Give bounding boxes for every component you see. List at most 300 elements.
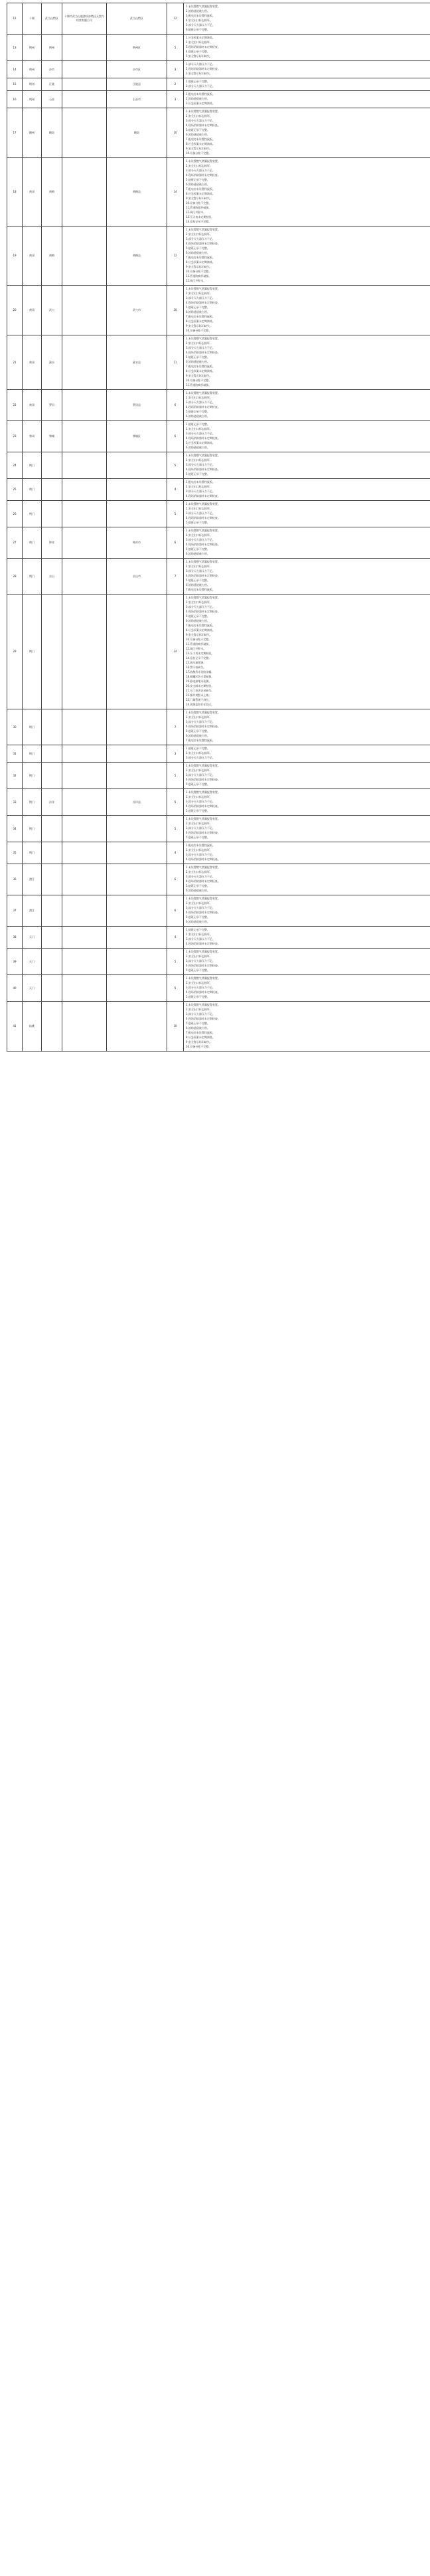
issue-item: 8.应急预案未定期演练。 bbox=[186, 369, 430, 373]
enterprise-address bbox=[107, 949, 167, 975]
city-name: 黄冈 bbox=[23, 390, 42, 421]
row-number: 38 bbox=[7, 927, 23, 949]
issue-item: 11.管道防腐层破损。 bbox=[186, 274, 430, 278]
issue-count: 4 bbox=[167, 842, 184, 864]
issue-item: 6.消防通道被占用。 bbox=[186, 619, 430, 623]
issue-item: 2.安全出口标志损坏。 bbox=[186, 769, 430, 773]
issue-count: 14 bbox=[167, 158, 184, 227]
issue-item: 3.部分灭火器压力不足。 bbox=[186, 538, 430, 542]
issue-item: 7.配电房未设置挡鼠板。 bbox=[186, 187, 430, 191]
issues-cell bbox=[184, 949, 430, 975]
issue-item: 1.值班记录不完整。 bbox=[186, 422, 430, 426]
issue-item: 5.值班记录不完整。 bbox=[186, 410, 430, 414]
row-number: 35 bbox=[7, 842, 23, 864]
table-row bbox=[7, 108, 430, 158]
issue-item: 3.配电房未设置挡鼠板。 bbox=[186, 14, 430, 18]
issues-cell bbox=[184, 35, 430, 61]
issue-item: 1.未设置燃气泄漏报警装置。 bbox=[186, 817, 430, 821]
issue-item: 2.安全出口标志损坏。 bbox=[186, 341, 430, 345]
issue-item: 6.消防通道被占用。 bbox=[186, 446, 430, 450]
table-row bbox=[7, 335, 430, 390]
issue-item: 3.部分灭火器压力不足。 bbox=[186, 756, 430, 760]
table-row bbox=[7, 286, 430, 335]
issue-item: 3.部分灭火器压力不足。 bbox=[186, 432, 430, 436]
row-number: 17 bbox=[7, 108, 23, 158]
city-name: 黄冈 bbox=[23, 335, 42, 390]
issues-cell bbox=[184, 91, 430, 108]
enterprise-name bbox=[62, 35, 107, 61]
issue-item: 6.消防通道被占用。 bbox=[186, 310, 430, 314]
issue-item: 3.部分灭火器压力不足。 bbox=[186, 853, 430, 857]
row-number: 24 bbox=[7, 452, 23, 479]
issue-item: 5.值班记录不完整。 bbox=[186, 306, 430, 310]
issue-item: 5.值班记录不完整。 bbox=[186, 729, 430, 733]
issue-item: 5.值班记录不完整。 bbox=[186, 1022, 430, 1026]
city-name: 荆门 bbox=[23, 452, 42, 479]
issue-item: 17.放散管未设防雨帽。 bbox=[186, 670, 430, 674]
issue-item: 8.应急预案未定期演练。 bbox=[186, 192, 430, 196]
issue-item: 2.消防通道被占用。 bbox=[186, 9, 430, 13]
district-name: 钟祥 bbox=[42, 527, 62, 559]
city-name: 仙桃 bbox=[23, 1002, 42, 1052]
city-name: 荆门 bbox=[23, 559, 42, 595]
district-name bbox=[42, 1002, 62, 1052]
city-name: 天门 bbox=[23, 927, 42, 949]
issue-item: 6.消防通道被占用。 bbox=[186, 1026, 430, 1030]
row-number: 23 bbox=[7, 421, 23, 452]
issue-item: 7.配电房未设置挡鼠板。 bbox=[186, 1031, 430, 1035]
issue-item: 1.未设置燃气泄漏报警装置。 bbox=[186, 950, 430, 954]
issues-cell bbox=[184, 108, 430, 158]
issue-item: 10.设备台账不完整。 bbox=[186, 270, 430, 274]
issues-cell bbox=[184, 452, 430, 479]
issue-item: 3.部分灭火器压力不足。 bbox=[186, 511, 430, 515]
issue-item: 4.现场消防器材未定期检查。 bbox=[186, 610, 430, 614]
issue-item: 1.值班记录不完整。 bbox=[186, 928, 430, 932]
issue-item: 4.现场消防器材未定期检查。 bbox=[186, 574, 430, 578]
issues-cell bbox=[184, 595, 430, 709]
issue-item: 10.设备台账不完整。 bbox=[186, 329, 430, 333]
issue-item: 4.现场消防器材未定期检查。 bbox=[186, 990, 430, 994]
issue-item: 1.未设置燃气泄漏报警装置。 bbox=[186, 110, 430, 114]
issues-cell bbox=[184, 816, 430, 842]
table-row bbox=[7, 595, 430, 709]
issue-count: 10 bbox=[167, 108, 184, 158]
issues-cell bbox=[184, 895, 430, 927]
issues-cell bbox=[184, 842, 430, 864]
enterprise-address: 浠水县 bbox=[107, 335, 167, 390]
issue-item: 2.安全出口标志损坏。 bbox=[186, 533, 430, 537]
issue-item: 10.设备台账不完整。 bbox=[186, 379, 430, 383]
row-number: 32 bbox=[7, 763, 23, 789]
issue-item: 2.安全出口标志损坏。 bbox=[186, 292, 430, 296]
issue-item: 3.部分灭火器压力不足。 bbox=[186, 463, 430, 467]
issue-count: 12 bbox=[167, 3, 184, 35]
issue-item: 3.部分灭火器压力不足。 bbox=[186, 875, 430, 879]
issues-cell bbox=[184, 158, 430, 227]
issue-item: 1.未设置燃气泄漏报警装置。 bbox=[186, 159, 430, 163]
district-name: 随县 bbox=[42, 108, 62, 158]
issue-item: 4.现场消防器材未定期检查。 bbox=[186, 725, 430, 729]
table-row bbox=[7, 452, 430, 479]
issue-item: 13.压力表未定期校验。 bbox=[186, 215, 430, 219]
enterprise-name bbox=[62, 452, 107, 479]
issue-item: 3.部分灭火器压力不足。 bbox=[186, 169, 430, 173]
enterprise-name bbox=[62, 927, 107, 949]
issue-count: 12 bbox=[167, 227, 184, 286]
issue-item: 2.安全出口标志损坏。 bbox=[186, 565, 430, 569]
issue-item: 1.未设置燃气泄漏报警装置。 bbox=[186, 560, 430, 564]
city-name: 黄冈 bbox=[23, 286, 42, 335]
city-name: 荆门 bbox=[23, 527, 42, 559]
issue-count: 5 bbox=[167, 763, 184, 789]
row-number: 29 bbox=[7, 595, 23, 709]
table-row bbox=[7, 501, 430, 527]
enterprise-address bbox=[107, 709, 167, 745]
issues-cell bbox=[184, 559, 430, 595]
city-name: 荆州 bbox=[23, 35, 42, 61]
district-name: 武当山特区 bbox=[42, 3, 62, 35]
issue-item: 14.巡检记录不完整。 bbox=[186, 656, 430, 660]
issue-item: 6.消防通道被占用。 bbox=[186, 133, 430, 137]
issues-cell bbox=[184, 227, 430, 286]
row-number: 36 bbox=[7, 864, 23, 895]
issue-count: 5 bbox=[167, 789, 184, 816]
issues-cell bbox=[184, 3, 430, 35]
table-row bbox=[7, 158, 430, 227]
issue-item: 7.配电房未设置挡鼠板。 bbox=[186, 138, 430, 141]
enterprise-name bbox=[62, 527, 107, 559]
issues-cell bbox=[184, 421, 430, 452]
issue-item: 6.消防通道被占用。 bbox=[186, 183, 430, 187]
issue-item: 1.值班记录不完整。 bbox=[186, 80, 430, 84]
row-number: 22 bbox=[7, 390, 23, 421]
table-row bbox=[7, 789, 430, 816]
issue-item: 3.部分灭火器压力不足。 bbox=[186, 773, 430, 777]
row-number: 37 bbox=[7, 895, 23, 927]
district-name bbox=[42, 501, 62, 527]
city-name: 黄冈 bbox=[23, 158, 42, 227]
district-name bbox=[42, 927, 62, 949]
issue-item: 5.应急预案未定期演练。 bbox=[186, 441, 430, 445]
enterprise-name bbox=[62, 501, 107, 527]
issue-item: 14.巡检记录不完整。 bbox=[186, 220, 430, 224]
city-name: 荆门 bbox=[23, 842, 42, 864]
issue-item: 1.未设置燃气泄漏报警装置。 bbox=[186, 897, 430, 901]
district-name bbox=[42, 709, 62, 745]
issue-count: 24 bbox=[167, 595, 184, 709]
issue-count: 5 bbox=[167, 816, 184, 842]
district-name bbox=[42, 595, 62, 709]
table-row bbox=[7, 895, 430, 927]
issue-item: 2.安全出口标志损坏。 bbox=[186, 870, 430, 874]
issue-count: 2 bbox=[167, 78, 184, 91]
enterprise-name bbox=[62, 895, 107, 927]
issue-item: 1.未设置燃气泄漏报警装置。 bbox=[186, 228, 430, 232]
enterprise-name bbox=[62, 91, 107, 108]
enterprise-address: 沙洋县 bbox=[107, 789, 167, 816]
enterprise-address: 武当山特区 bbox=[107, 3, 167, 35]
table-row bbox=[7, 949, 430, 975]
issue-item: 5.安全警示标识缺失。 bbox=[186, 54, 430, 58]
enterprise-name bbox=[62, 816, 107, 842]
table-row bbox=[7, 709, 430, 745]
issue-item: 5.值班记录不完整。 bbox=[186, 809, 430, 813]
district-name bbox=[42, 479, 62, 501]
issue-count: 7 bbox=[167, 709, 184, 745]
issue-item: 3.部分灭火器压力不足。 bbox=[186, 906, 430, 910]
enterprise-address: 钟祥市 bbox=[107, 527, 167, 559]
city-name: 荆门 bbox=[23, 709, 42, 745]
city-name: 黄冈 bbox=[23, 227, 42, 286]
enterprise-address bbox=[107, 975, 167, 1002]
issue-item: 6.消防通道被占用。 bbox=[186, 889, 430, 893]
enterprise-address bbox=[107, 595, 167, 709]
table-row bbox=[7, 1002, 430, 1052]
table-row bbox=[7, 78, 430, 91]
issues-cell bbox=[184, 975, 430, 1002]
issue-item: 8.应急预案未定期演练。 bbox=[186, 1036, 430, 1040]
enterprise-name bbox=[62, 479, 107, 501]
enterprise-name bbox=[62, 227, 107, 286]
issue-item: 5.值班记录不完整。 bbox=[186, 128, 430, 132]
city-name: 随州 bbox=[23, 108, 42, 158]
row-number: 27 bbox=[7, 527, 23, 559]
enterprise-name bbox=[62, 390, 107, 421]
issue-item: 4.值班记录不完整。 bbox=[186, 50, 430, 54]
table-row bbox=[7, 527, 430, 559]
issue-item: 21.员工培训记录缺失。 bbox=[186, 689, 430, 693]
issue-item: 5.值班记录不完整。 bbox=[186, 472, 430, 476]
district-name: 江陵 bbox=[42, 78, 62, 91]
enterprise-name bbox=[62, 158, 107, 227]
issue-item: 2.安全出口标志损坏。 bbox=[186, 507, 430, 511]
issue-item: 5.值班记录不完整。 bbox=[186, 782, 430, 786]
issue-item: 1.部分灭火器压力不足。 bbox=[186, 62, 430, 66]
issue-item: 1.值班记录不完整。 bbox=[186, 747, 430, 751]
issues-cell bbox=[184, 527, 430, 559]
enterprise-address bbox=[107, 501, 167, 527]
issue-item: 1.未设置燃气泄漏报警装置。 bbox=[186, 1003, 430, 1007]
issue-item: 4.现场消防器材未定期检查。 bbox=[186, 301, 430, 305]
issue-item: 11.管道防腐层破损。 bbox=[186, 206, 430, 210]
inspection-table bbox=[7, 3, 430, 1052]
issue-item: 6.消防通道被占用。 bbox=[186, 552, 430, 556]
issue-item: 1.未设置燃气泄漏报警装置。 bbox=[186, 287, 430, 291]
issue-count: 10 bbox=[167, 1002, 184, 1052]
table-row bbox=[7, 745, 430, 763]
issue-item: 3.部分灭火器压力不足。 bbox=[186, 605, 430, 609]
issue-item: 5.值班记录不完整。 bbox=[186, 178, 430, 182]
issue-item: 5.值班记录不完整。 bbox=[186, 884, 430, 888]
district-name bbox=[42, 452, 62, 479]
enterprise-name: 十堰市武当山旅游经济特区天然气经营有限公司 bbox=[62, 3, 107, 35]
issue-item: 7.配电房未设置挡鼠板。 bbox=[186, 256, 430, 260]
issue-item: 3.部分灭火器压力不足。 bbox=[186, 490, 430, 494]
issue-item: 11.管道防腐层破损。 bbox=[186, 642, 430, 646]
issue-count: 6 bbox=[167, 864, 184, 895]
city-name: 荆门 bbox=[23, 763, 42, 789]
district-name: 浠水 bbox=[42, 335, 62, 390]
issue-item: 3.部分灭火器压力不足。 bbox=[186, 237, 430, 241]
city-name: 荆州 bbox=[23, 61, 42, 78]
issue-item: 9.安全警示标识缺失。 bbox=[186, 324, 430, 328]
issue-item: 6.消防通道被占用。 bbox=[186, 251, 430, 255]
issues-cell bbox=[184, 789, 430, 816]
issue-item: 4.现场消防器材未定期检查。 bbox=[186, 242, 430, 246]
city-name: 荆门 bbox=[23, 479, 42, 501]
issue-item: 3.部分灭火器压力不足。 bbox=[186, 296, 430, 300]
row-number: 25 bbox=[7, 479, 23, 501]
issue-item: 1.未设置燃气泄漏报警装置。 bbox=[186, 502, 430, 506]
issue-count: 3 bbox=[167, 91, 184, 108]
enterprise-address bbox=[107, 927, 167, 949]
issue-count: 7 bbox=[167, 559, 184, 595]
issue-item: 1.未设置燃气泄漏报警装置。 bbox=[186, 391, 430, 395]
table-row bbox=[7, 559, 430, 595]
enterprise-address bbox=[107, 864, 167, 895]
issue-item: 5.值班记录不完整。 bbox=[186, 355, 430, 359]
issue-item: 9.安全警示标识缺失。 bbox=[186, 1040, 430, 1044]
issue-item: 6.消防通道被占用。 bbox=[186, 920, 430, 924]
issue-item: 15.调压箱锈蚀。 bbox=[186, 661, 430, 665]
district-name bbox=[42, 842, 62, 864]
issues-cell bbox=[184, 763, 430, 789]
issue-item: 4.现场消防器材未定期检查。 bbox=[186, 1017, 430, 1021]
issue-item: 1.未设置燃气泄漏报警装置。 bbox=[186, 596, 430, 600]
issue-count: 11 bbox=[167, 335, 184, 390]
district-name bbox=[42, 763, 62, 789]
issues-cell bbox=[184, 479, 430, 501]
issue-item: 5.值班记录不完整。 bbox=[186, 521, 430, 525]
city-name: 荆州 bbox=[23, 91, 42, 108]
issue-item: 9.安全警示标识缺失。 bbox=[186, 265, 430, 269]
issue-item: 4.现场消防器材未定期检查。 bbox=[186, 804, 430, 808]
issue-item: 4.现场消防器材未定期检查。 bbox=[186, 468, 430, 472]
issue-item: 2.安全出口标志损坏。 bbox=[186, 600, 430, 604]
issue-item: 10.设备台账不完整。 bbox=[186, 1045, 430, 1049]
enterprise-name bbox=[62, 1002, 107, 1052]
table-row bbox=[7, 816, 430, 842]
issue-item: 3.现场消防器材未定期检查。 bbox=[186, 45, 430, 49]
table-row bbox=[7, 975, 430, 1002]
issue-item: 7.配电房未设置挡鼠板。 bbox=[186, 365, 430, 369]
city-name: 天门 bbox=[23, 975, 42, 1002]
district-name: 京山 bbox=[42, 559, 62, 595]
issue-count: 6 bbox=[167, 895, 184, 927]
enterprise-address: 沙市区 bbox=[107, 61, 167, 78]
issue-item: 10.设备台账不完整。 bbox=[186, 638, 430, 642]
table-row bbox=[7, 390, 430, 421]
table-row bbox=[7, 763, 430, 789]
issues-cell bbox=[184, 501, 430, 527]
issues-cell bbox=[184, 335, 430, 390]
city-name: 荆门 bbox=[23, 745, 42, 763]
district-name: 石首 bbox=[42, 91, 62, 108]
issue-item: 24.视频监控存在盲区。 bbox=[186, 703, 430, 707]
issue-item: 18.储罐区防火堤破损。 bbox=[186, 675, 430, 679]
enterprise-address: 京山市 bbox=[107, 559, 167, 595]
row-number: 19 bbox=[7, 227, 23, 286]
issue-item: 6.消防通道被占用。 bbox=[186, 360, 430, 364]
issue-item: 7.配电房未设置挡鼠板。 bbox=[186, 315, 430, 319]
issue-item: 12.阀门井积水。 bbox=[186, 647, 430, 651]
issue-item: 5.值班记录不完整。 bbox=[186, 995, 430, 999]
issue-item: 3.部分灭火器压力不足。 bbox=[186, 119, 430, 123]
table-body bbox=[7, 3, 430, 1052]
issues-cell bbox=[184, 927, 430, 949]
issue-item: 2.安全出口标志损坏。 bbox=[186, 955, 430, 959]
enterprise-address: 石首市 bbox=[107, 91, 167, 108]
issue-item: 6.值班记录不完整。 bbox=[186, 28, 430, 32]
row-number: 31 bbox=[7, 745, 23, 763]
issue-item: 2.安全出口标志损坏。 bbox=[186, 232, 430, 236]
issue-item: 3.部分灭火器压力不足。 bbox=[186, 937, 430, 941]
issues-cell bbox=[184, 78, 430, 91]
issue-item: 5.值班记录不完整。 bbox=[186, 579, 430, 583]
district-name: 武穴 bbox=[42, 286, 62, 335]
issues-cell bbox=[184, 390, 430, 421]
enterprise-name bbox=[62, 595, 107, 709]
city-name: 鄂州 bbox=[23, 421, 42, 452]
issue-item: 2.安全出口标志损坏。 bbox=[186, 715, 430, 719]
issues-cell bbox=[184, 745, 430, 763]
row-number: 41 bbox=[7, 1002, 23, 1052]
issue-item: 2.安全出口标志损坏。 bbox=[186, 427, 430, 431]
issue-count: 5 bbox=[167, 35, 184, 61]
city-name: 荆门 bbox=[23, 789, 42, 816]
issue-item: 1.未设置燃气泄漏报警装置。 bbox=[186, 5, 430, 9]
enterprise-address: 武穴市 bbox=[107, 286, 167, 335]
district-name: 沙市 bbox=[42, 61, 62, 78]
issues-cell bbox=[184, 286, 430, 335]
issue-item: 9.安全警示标识缺失。 bbox=[186, 197, 430, 201]
issue-item: 5.值班记录不完整。 bbox=[186, 915, 430, 919]
issue-item: 10.设备台账不完整。 bbox=[186, 151, 430, 155]
issue-item: 3.部分灭火器压力不足。 bbox=[186, 569, 430, 573]
enterprise-address: 随县 bbox=[107, 108, 167, 158]
issue-item: 4.安全出口标志损坏。 bbox=[186, 19, 430, 23]
issue-item: 2.安全出口标志损坏。 bbox=[186, 848, 430, 852]
issue-count: 5 bbox=[167, 501, 184, 527]
issue-item: 2.安全出口标志损坏。 bbox=[186, 396, 430, 400]
issue-item: 4.现场消防器材未定期检查。 bbox=[186, 494, 430, 498]
issue-count: 5 bbox=[167, 975, 184, 1002]
issue-item: 2.安全出口标志损坏。 bbox=[186, 751, 430, 755]
issue-item: 8.应急预案未定期演练。 bbox=[186, 320, 430, 323]
issue-item: 2.安全出口标志损坏。 bbox=[186, 901, 430, 905]
issue-item: 1.未设置燃气泄漏报警装置。 bbox=[186, 790, 430, 794]
issue-count: 6 bbox=[167, 527, 184, 559]
issue-item: 4.现场消防器材未定期检查。 bbox=[186, 858, 430, 862]
district-name bbox=[42, 949, 62, 975]
enterprise-name bbox=[62, 789, 107, 816]
issues-cell bbox=[184, 709, 430, 745]
issue-item: 2.安全出口标志损坏。 bbox=[186, 114, 430, 118]
issue-item: 2.安全出口标志损坏。 bbox=[186, 485, 430, 489]
issue-count: 5 bbox=[167, 452, 184, 479]
issue-count: 3 bbox=[167, 61, 184, 78]
issue-item: 1.未设置燃气泄漏报警装置。 bbox=[186, 711, 430, 715]
enterprise-address bbox=[107, 745, 167, 763]
issue-item: 2.安全出口标志损坏。 bbox=[186, 822, 430, 826]
issue-item: 2.安全出口标志损坏。 bbox=[186, 981, 430, 985]
district-name bbox=[42, 864, 62, 895]
issue-item: 8.应急预案未定期演练。 bbox=[186, 142, 430, 146]
issue-item: 2.消防通道被占用。 bbox=[186, 97, 430, 101]
issue-count: 5 bbox=[167, 949, 184, 975]
issue-item: 3.部分灭火器压力不足。 bbox=[186, 346, 430, 350]
